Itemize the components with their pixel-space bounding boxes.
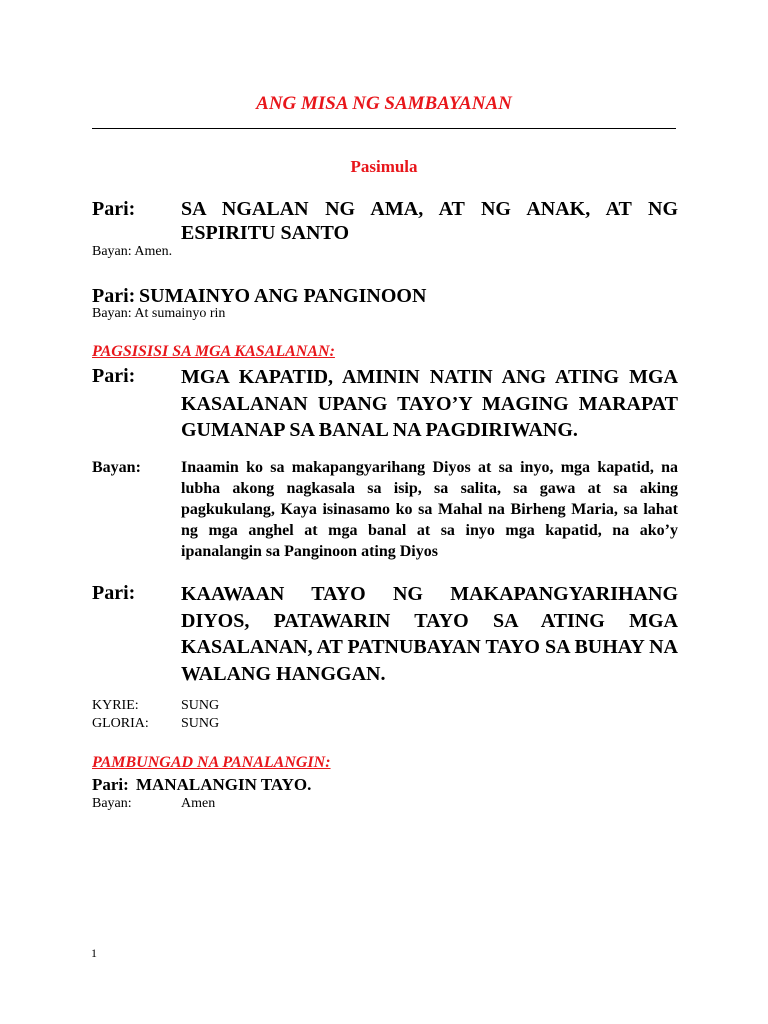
bayan-response-2: Bayan: At sumainyo rin	[92, 306, 226, 321]
title-rule	[92, 128, 676, 129]
pari-line-1: SA NGALAN NG AMA, AT NG ANAK, AT NG ESPIRITU SANTO	[181, 198, 678, 244]
gloria-label: GLORIA:	[92, 716, 149, 731]
page-number: 1	[91, 946, 97, 960]
pari-line-6: MANALANGIN TAYO.	[136, 775, 312, 794]
speaker-label: Pari:	[92, 775, 129, 794]
bayan-response-1: Bayan: Amen.	[92, 244, 173, 259]
speaker-label: Pari:	[92, 198, 136, 220]
bayan-amen-7: Amen	[181, 796, 216, 811]
document-title: ANG MISA NG SAMBAYANAN	[256, 93, 512, 114]
speaker-label: Bayan:	[92, 459, 141, 476]
bayan-label-7: Bayan:	[92, 796, 132, 811]
speaker-label: Pari:	[92, 285, 136, 307]
speaker-label: Pari:	[92, 582, 136, 604]
gloria-value: SUNG	[181, 716, 220, 731]
heading-pagsisisi: PAGSISISI SA MGA KASALANAN:	[92, 343, 335, 360]
kyrie-value: SUNG	[181, 698, 220, 713]
heading-pambungad: PAMBUNGAD NA PANALANGIN:	[92, 754, 331, 771]
pari-line-3: MGA KAPATID, AMININ NATIN ANG ATING MGA KASALANAN UPANG TAYO’Y MAGING MARAPAT GUMANAP SA BANAL NA PAGDIRIWANG.	[181, 366, 678, 441]
kyrie-label: KYRIE:	[92, 698, 139, 713]
pari-line-2: SUMAINYO ANG PANGINOON	[139, 285, 427, 307]
speaker-label: Pari:	[92, 365, 136, 387]
bayan-confiteor: Inaamin ko sa makapangyarihang Diyos at sa inyo, mga kapatid, na lubha akong nagkasala sa isip, sa salita, sa gawa at sa aking pagkukulang, Kaya isinasamo ko sa Mahal na Birheng Maria, sa lahat ng mga anghel at mga banal at sa inyo mga kapatid, na ako’y ipanalangin sa Panginoon ating Diyos	[181, 459, 678, 560]
section-title: Pasimula	[350, 157, 418, 176]
pari-line-5: KAAWAAN TAYO NG MAKAPANGYARIHANG DIYOS, PATAWARIN TAYO SA ATING MGA KASALANAN, AT PATNUBAYAN TAYO SA BUHAY NA WALANG HANGGAN.	[181, 583, 678, 685]
